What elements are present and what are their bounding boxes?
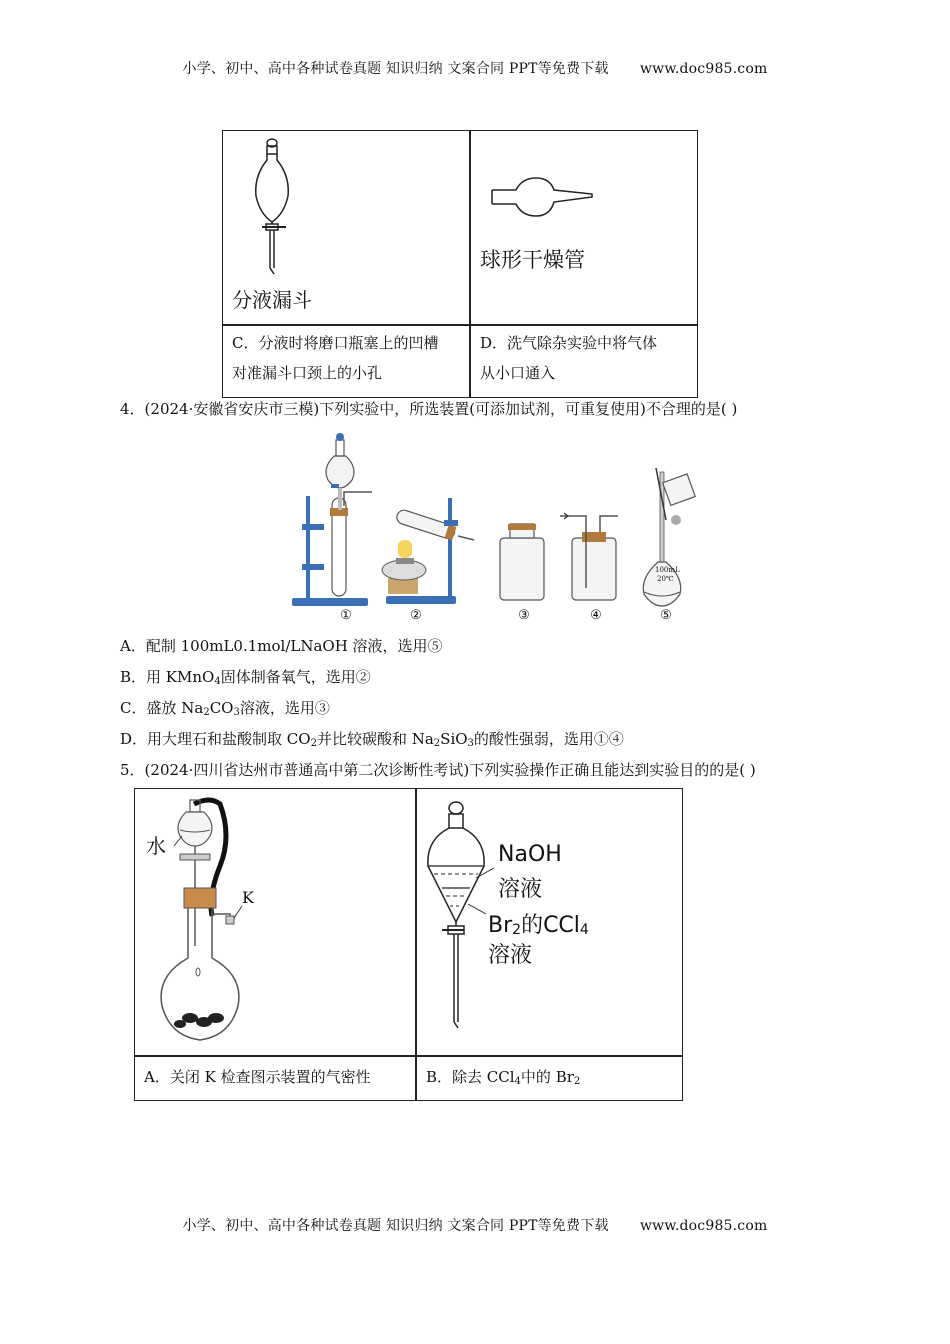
q4-option-a: A．配制 100mL0.1mol/LNaOH 溶液，选用⑤ xyxy=(120,637,443,655)
q4-apparatus-figure xyxy=(288,428,728,628)
q4-option-d: D．用大理石和盐酸制取 $CO_2$并比较碳酸和 $Na_2SiO_3$的酸性强弱，选用①④ xyxy=(120,730,624,749)
br2-ccl4-label: $Br_2$的CCl$_4$ xyxy=(488,913,589,938)
option-d-line2: 从小口通入 xyxy=(480,364,556,382)
q4-stem: 4．(2024·安徽省安庆市三模)下列实验中，所选装置(可添加试剂，可重复使用)不合理的是( ) xyxy=(120,400,738,418)
table1-divider-h xyxy=(222,324,698,326)
page-footer xyxy=(0,1215,950,1235)
q5-option-b: B．除去 CCl$_4$中的 $Br_2$ xyxy=(426,1068,581,1087)
drying-tube-figure xyxy=(488,176,598,220)
apparatus-label-4: ④ xyxy=(590,608,602,623)
br2-solution-label: 溶液 xyxy=(488,943,533,968)
option-c-line2: 对准漏斗口颈上的小孔 xyxy=(232,364,383,382)
separatory-funnel-label: 分液漏斗 xyxy=(232,288,312,312)
q5-stem: 5．(2024·四川省达州市普通高中第二次诊断性考试)下列实验操作正确且能达到实验目的的是( ) xyxy=(120,761,756,779)
flask-volume-label: 100mL xyxy=(655,566,680,574)
option-d-line1: D．洗气除杂实验中将气体 xyxy=(480,334,658,352)
water-label: 水 xyxy=(146,834,166,858)
table1-divider-v xyxy=(469,130,471,397)
table2-divider-v xyxy=(415,788,417,1100)
q4-option-c: C．盛放 $Na_2CO_3$溶液，选用③ xyxy=(120,699,330,718)
footer-site: www.doc985.com xyxy=(639,1218,768,1234)
apparatus-label-2: ② xyxy=(410,608,422,623)
q5-option-a: A．关闭 K 检查图示装置的气密性 xyxy=(144,1068,371,1086)
separatory-funnel-figure xyxy=(248,136,308,281)
drying-tube-label: 球形干燥管 xyxy=(480,248,585,272)
page-header xyxy=(0,58,950,78)
naoh-solution-label: 溶液 xyxy=(498,877,543,902)
naoh-label: NaOH xyxy=(498,842,562,867)
option-c-line1: C．分液时将磨口瓶塞上的凹槽 xyxy=(232,334,439,352)
header-text: 小学、初中、高中各种试卷真题 知识归纳 文案合同 PPT等免费下载 xyxy=(182,61,609,77)
valve-k-label: K xyxy=(242,888,254,907)
header-site: www.doc985.com xyxy=(639,61,768,77)
apparatus-label-1: ① xyxy=(340,608,352,623)
table2-divider-h xyxy=(134,1055,683,1057)
apparatus-label-3: ③ xyxy=(518,608,530,623)
apparatus-label-5: ⑤ xyxy=(660,608,672,623)
footer-text: 小学、初中、高中各种试卷真题 知识归纳 文案合同 PPT等免费下载 xyxy=(182,1218,609,1234)
flask-temp-label: 20℃ xyxy=(657,575,674,583)
airtightness-apparatus-figure xyxy=(150,796,410,1046)
q4-option-b: B．用 KMnO$_4$固体制备氧气，选用② xyxy=(120,668,371,687)
